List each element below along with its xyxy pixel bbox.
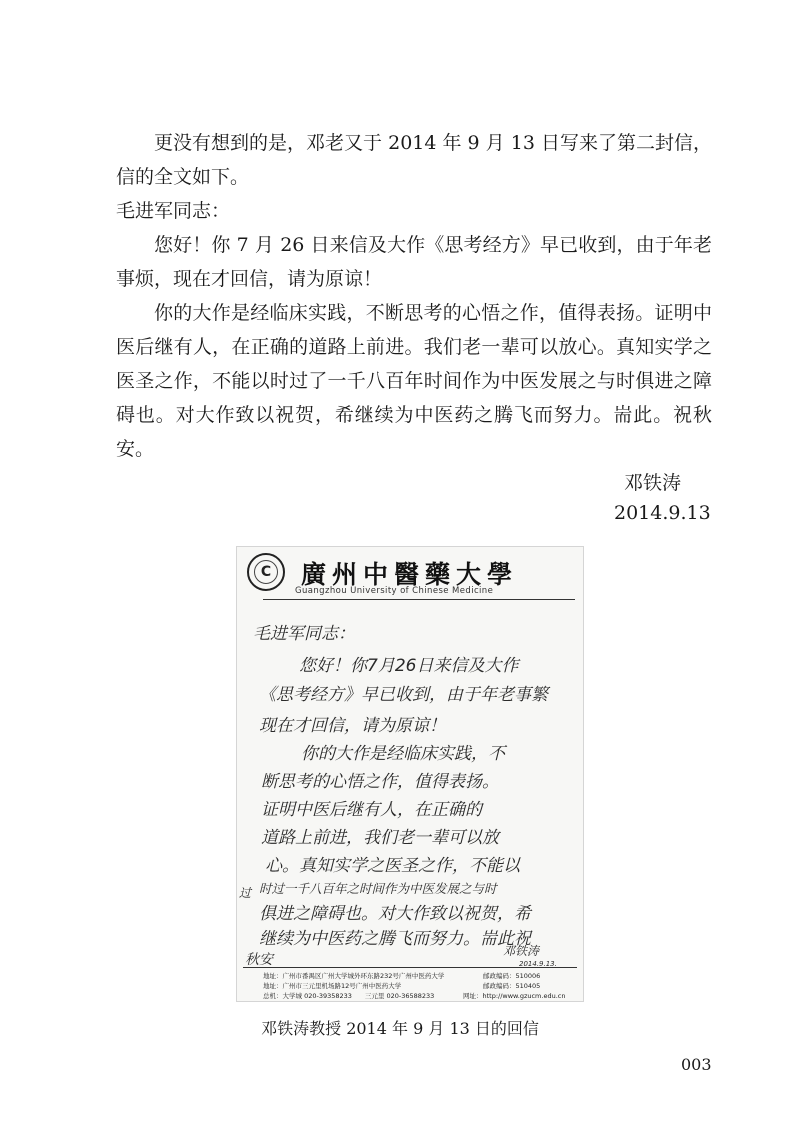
footer-website: 网址：http://www.gzucm.edu.cn — [463, 992, 566, 1000]
image-caption: 邓铁涛教授 2014 年 9 月 13 日的回信 — [261, 1019, 539, 1038]
letter-paragraph-2: 你的大作是经临床实践，不断思考的心悟之作，值得表扬。证明中医后继有人，在正确的道路上前进。我们老一辈可以放心。真知实学之医圣之作，不能以时过了一千八百年时间作为中医发展之与时俱进之障碍也。对大作致以祝贺，希继续为中医药之腾飞而努力。耑此。祝秋安。 — [116, 302, 712, 460]
letterhead-footer-divider — [243, 967, 577, 968]
footer-address-1: 地址：广州市番禺区广州大学城外环东路232号广州中医药大学 — [263, 972, 445, 980]
hw-line: 时过一千八百年之时间作为中医发展之与时 — [259, 881, 497, 896]
hw-line: 道路上前进，我们老一辈可以放 — [261, 828, 499, 848]
letter-paragraph-1: 您好！你 7 月 26 日来信及大作《思考经方》早已收到，由于年老事烦，现在才回信，请为原谅！ — [116, 234, 712, 290]
letterhead-university-cn: 廣州中醫藥大學 — [301, 560, 519, 589]
hw-line: 证明中医后继有人，在正确的 — [261, 800, 482, 820]
hw-line: 心。真知实学之医圣之作，不能以 — [265, 856, 520, 876]
hw-line: 秋安 — [245, 952, 273, 968]
hw-signature: 邓铁涛 — [503, 944, 540, 958]
hw-line: 继续为中医药之腾飞而努力。耑此祝 — [259, 929, 531, 949]
hw-date: 2014.9.13. — [519, 960, 557, 968]
handwritten-letter — [237, 547, 585, 1003]
footer-zip-2: 邮政编码：510405 — [483, 982, 541, 990]
hw-line: 现在才回信，请为原谅！ — [259, 716, 446, 736]
university-seal-icon: C — [247, 553, 285, 591]
signature-name: 邓铁涛 — [624, 472, 682, 494]
letter-salutation: 毛进军同志： — [116, 200, 231, 222]
letterhead-university-en: Guangzhou University of Chinese Medicine — [295, 586, 494, 596]
hw-line: 俱进之障碍也。对大作致以祝贺，希 — [259, 904, 531, 924]
hw-line: 《思考经方》早已收到，由于年老事繁 — [259, 685, 548, 705]
hw-line: 您好！你7月26日来信及大作 — [299, 656, 519, 676]
page-number: 003 — [681, 1055, 712, 1074]
footer-zip-1: 邮政编码：510006 — [483, 972, 541, 980]
hw-line: 毛进军同志： — [253, 624, 355, 644]
paragraph-intro: 更没有想到的是，邓老又于 2014 年 9 月 13 日写来了第二封信，信的全文如下。 — [116, 132, 712, 188]
hw-line: 你的大作是经临床实践，不 — [301, 744, 505, 764]
signature-date: 2014.9.13 — [614, 502, 711, 524]
footer-address-2: 地址：广州市三元里机场路12号广州中医药大学 — [263, 982, 402, 990]
footer-phone: 总机：大学城 020-39358233 三元里 020-36588233 — [263, 992, 435, 1000]
hw-line: 断思考的心悟之作，值得表扬。 — [261, 772, 499, 792]
letter-scan-image — [236, 546, 584, 1002]
hw-margin-note: 过 — [239, 886, 252, 900]
